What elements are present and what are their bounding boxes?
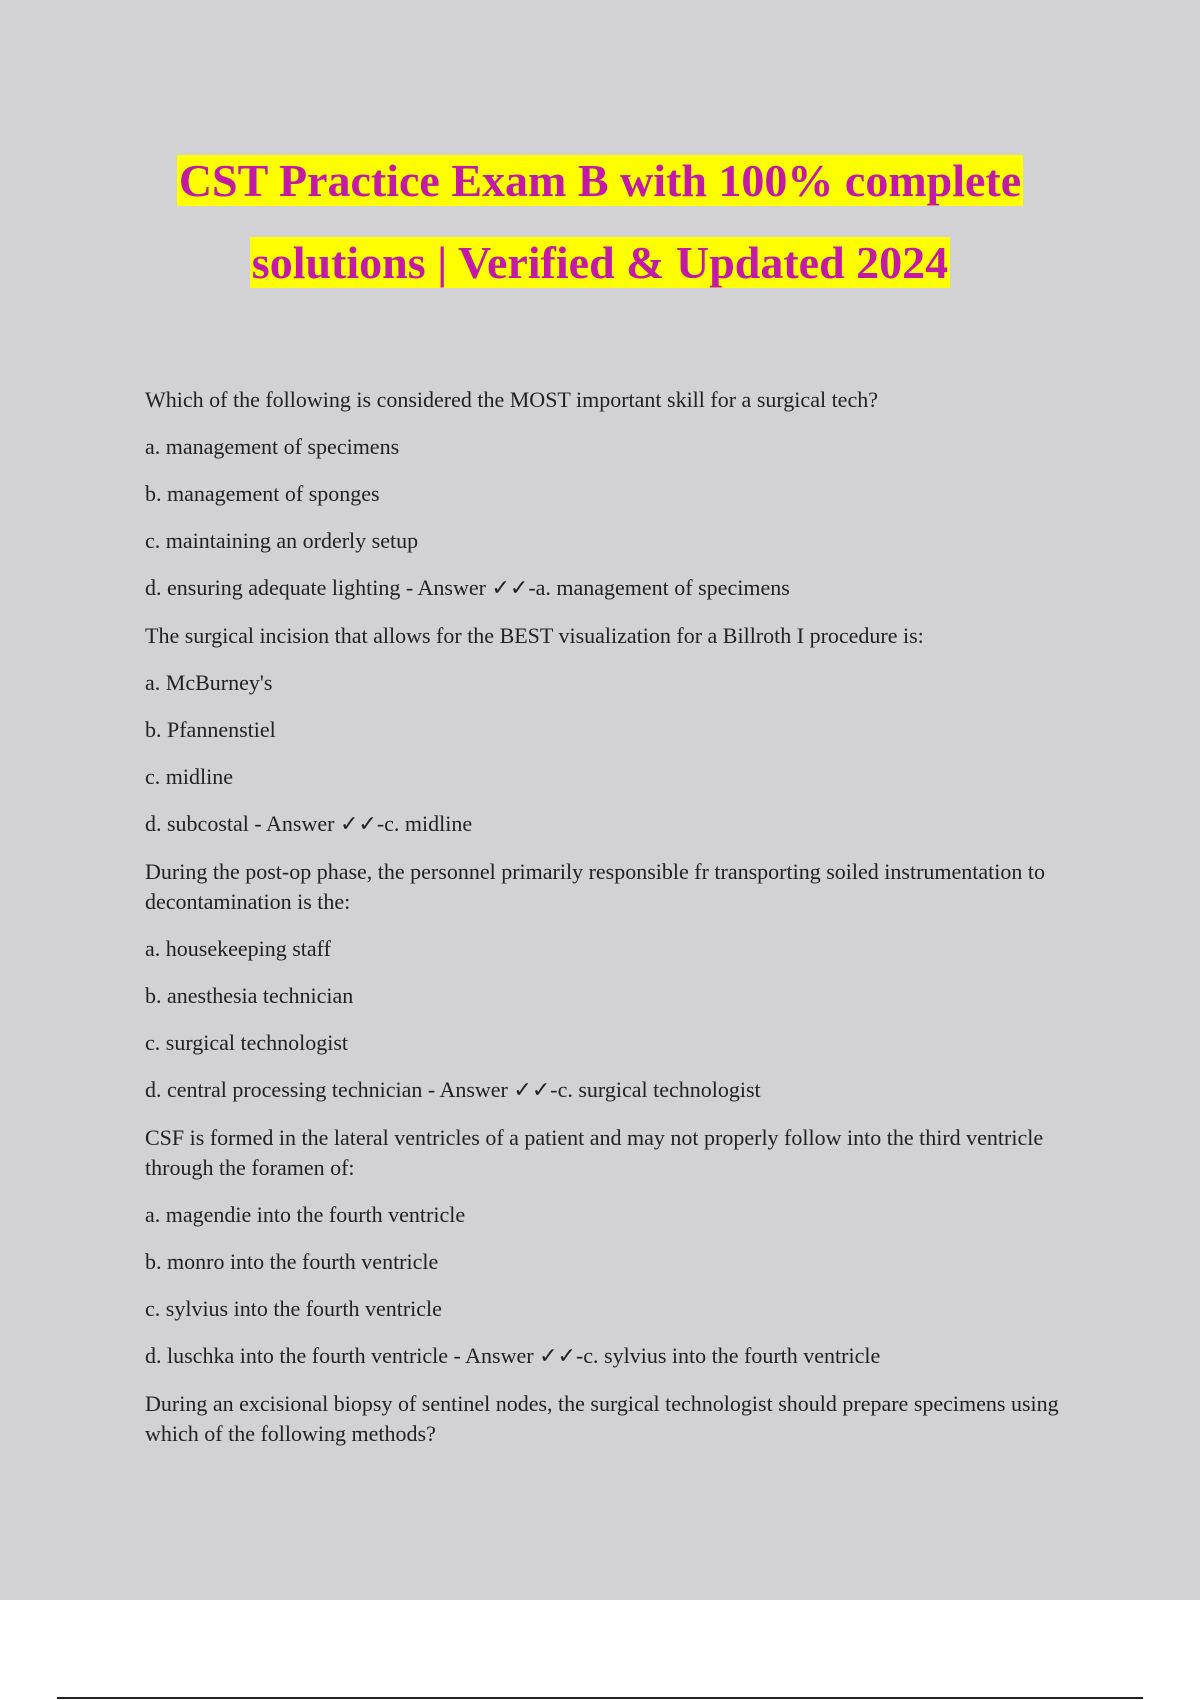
option-b: b. management of sponges (145, 481, 380, 506)
option-b: b. Pfannenstiel (145, 717, 276, 742)
option-d: d. central processing technician - (145, 1077, 440, 1102)
question-text: The surgical incision that allows for the BEST visualization for a Billroth I procedure is: (145, 623, 924, 648)
answer-text: -c. midline (376, 811, 473, 836)
title-line-2: solutions | Verified & Updated 2024 (251, 237, 949, 288)
double-check-icon: ✓✓ (513, 1078, 551, 1103)
option-d: d. ensuring adequate lighting - (145, 575, 418, 600)
answer-text: -a. management of specimens (528, 575, 790, 600)
question-text: During the post-op phase, the personnel primarily responsible fr transporting soiled instrumentation to decontamination is the: (145, 859, 1045, 914)
question-list (145, 385, 1065, 1466)
answer-label: Answer (417, 575, 492, 600)
answer-label: Answer (439, 1077, 514, 1102)
option-a: a. magendie into the fourth ventricle (145, 1202, 466, 1227)
option-c: c. sylvius into the fourth ventricle (145, 1296, 442, 1321)
option-d-with-answer (145, 1341, 1065, 1372)
option-d-with-answer (145, 573, 1065, 604)
question-text: CSF is formed in the lateral ventricles of a patient and may not properly follow into the third ventricle through the foramen of: (145, 1125, 1044, 1180)
question-block (145, 385, 1065, 604)
option-c: c. midline (145, 764, 233, 789)
option-a: a. management of specimens (145, 434, 400, 459)
option-c: c. surgical technologist (145, 1030, 349, 1055)
question-block (145, 621, 1065, 840)
double-check-icon: ✓✓ (491, 576, 529, 601)
option-d: d. luschka into the fourth ventricle - (145, 1343, 466, 1368)
question-text: Which of the following is considered the MOST important skill for a surgical tech? (145, 387, 878, 412)
option-b: b. monro into the fourth ventricle (145, 1249, 439, 1274)
answer-label: Answer (266, 811, 340, 836)
answer-text: -c. surgical technologist (550, 1077, 761, 1102)
title-line-1: CST Practice Exam B with 100% complete (178, 155, 1022, 206)
question-text: During an excisional biopsy of sentinel nodes, the surgical technologist should prepare specimens using which of the following methods? (145, 1391, 1059, 1446)
double-check-icon: ✓✓ (539, 1344, 576, 1369)
double-check-icon: ✓✓ (339, 812, 377, 837)
option-c: c. maintaining an orderly setup (145, 528, 419, 553)
option-d-with-answer (145, 1075, 1065, 1106)
question-block (145, 857, 1065, 1106)
question-block (145, 1123, 1065, 1372)
option-d: d. subcostal - (145, 811, 266, 836)
option-d-with-answer (145, 809, 1065, 840)
answer-label: Answer (465, 1343, 540, 1368)
option-a: a. McBurney's (145, 670, 273, 695)
option-b: b. anesthesia technician (145, 983, 354, 1008)
answer-text: -c. sylvius into the fourth ventricle (575, 1343, 881, 1368)
question-block (145, 1389, 1065, 1449)
document-title (0, 140, 1200, 304)
option-a: a. housekeeping staff (145, 936, 331, 961)
footer-divider (57, 1697, 1143, 1699)
